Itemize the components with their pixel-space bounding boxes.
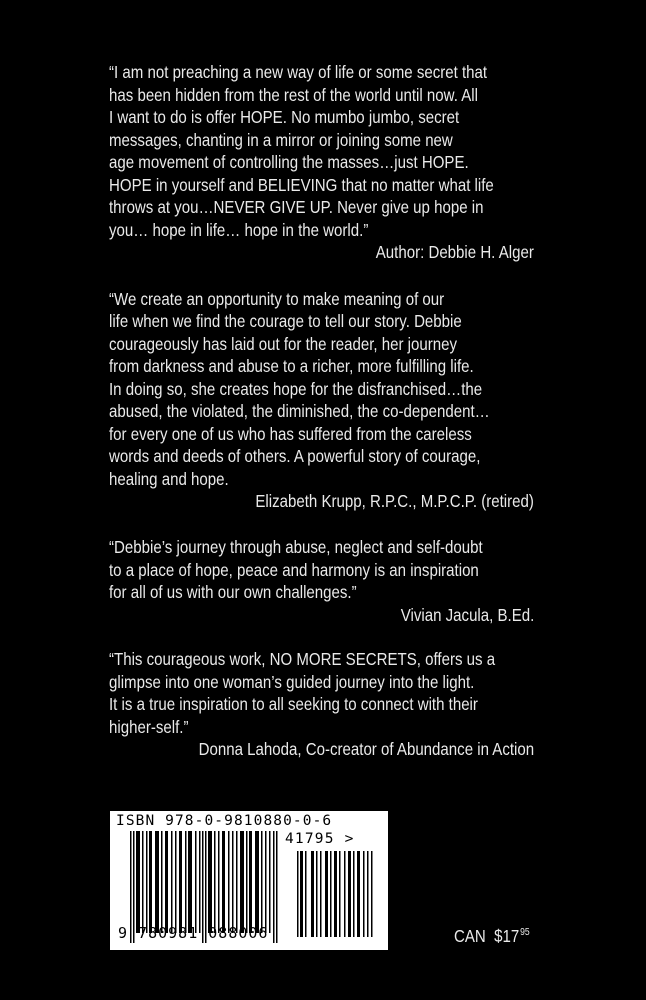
price-amount: $17 bbox=[494, 926, 520, 946]
quote-line: age movement of controlling the masses…just HOPE. bbox=[109, 152, 469, 172]
quote-line: “We create an opportunity to make meaning of our bbox=[109, 289, 445, 309]
quote-line: healing and hope. bbox=[109, 469, 229, 489]
quote-attribution: Vivian Jacula, B.Ed. bbox=[400, 605, 534, 625]
quote-line: HOPE in yourself and BELIEVING that no matter what life bbox=[109, 175, 494, 195]
quote-line: life when we find the courage to tell our story. Debbie bbox=[109, 311, 462, 331]
quote-line: In doing so, she creates hope for the disfranchised…the bbox=[109, 379, 483, 399]
addon-bars bbox=[297, 851, 377, 937]
quote-line: messages, chanting in a mirror or joining some new bbox=[109, 130, 453, 150]
quote-line: courageously has laid out for the reader, her journey bbox=[109, 334, 458, 354]
quote-line: higher-self.” bbox=[109, 717, 189, 737]
price-label bbox=[454, 926, 530, 947]
quote-line: abused, the violated, the diminished, the co-dependent… bbox=[109, 401, 490, 421]
quote-line: for every one of us who has suffered from the careless bbox=[109, 424, 472, 444]
quote-line: throws at you…NEVER GIVE UP. Never give up hope in bbox=[109, 197, 484, 217]
price-currency: CAN bbox=[454, 926, 486, 946]
quote-line: from darkness and abuse to a richer, more fulfilling life. bbox=[109, 356, 474, 376]
isbn-barcode bbox=[110, 811, 388, 950]
quote-line: It is a true inspiration to all seeking to connect with their bbox=[109, 694, 478, 714]
quote-line: words and deeds of others. A powerful story of courage, bbox=[109, 446, 481, 466]
isbn-label: ISBN 978-0-9810880-0-6 bbox=[116, 813, 333, 829]
quote-attribution: Donna Lahoda, Co-creator of Abundance in Action bbox=[198, 739, 534, 759]
quote-line: I want to do is offer HOPE. No mumbo jumbo, secret bbox=[109, 107, 460, 127]
quote-line: for all of us with our own challenges.” bbox=[109, 582, 357, 602]
price-cents: 95 bbox=[520, 927, 530, 938]
quote-line: glimpse into one woman’s guided journey into the light. bbox=[109, 672, 475, 692]
quote-line: “This courageous work, NO MORE SECRETS, offers us a bbox=[109, 649, 496, 669]
quote-line: “I am not preaching a new way of life or some secret that bbox=[109, 62, 488, 82]
quote-line: “Debbie’s journey through abuse, neglect and self-doubt bbox=[109, 537, 483, 557]
quote-line: to a place of hope, peace and harmony is an inspiration bbox=[109, 560, 479, 580]
ean13-digits: 9 780981 088006 bbox=[118, 924, 269, 942]
quote-line: has been hidden from the rest of the world until now. All bbox=[109, 85, 478, 105]
quote-attribution: Author: Debbie H. Alger bbox=[375, 242, 534, 262]
quote-attribution: Elizabeth Krupp, R.P.C., M.P.C.P. (retired) bbox=[255, 491, 534, 511]
price-addon-label: 41795 > bbox=[285, 831, 355, 847]
quote-line: you… hope in life… hope in the world.” bbox=[109, 220, 369, 240]
